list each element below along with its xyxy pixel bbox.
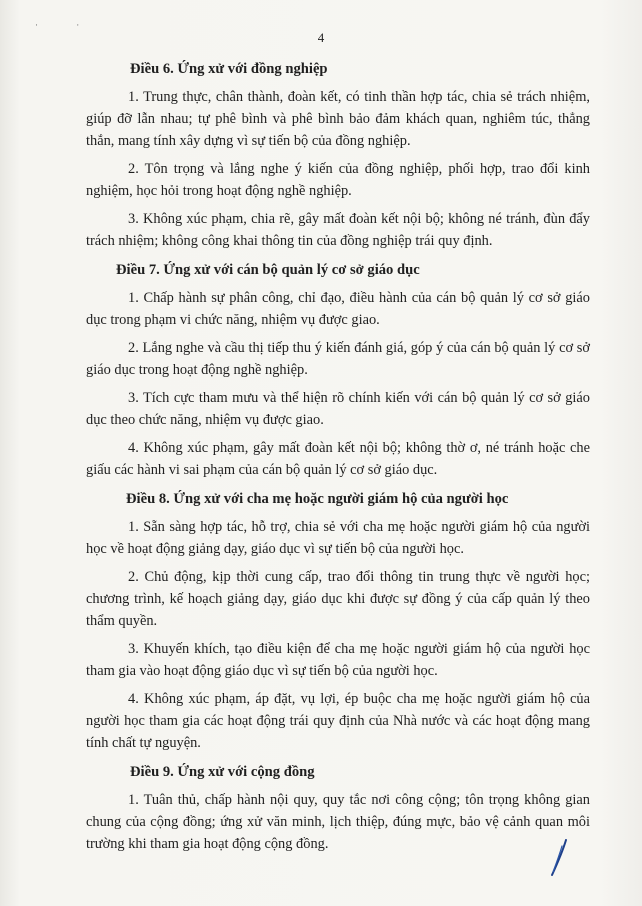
paragraph: 1. Tuân thủ, chấp hành nội quy, quy tắc nơi công cộng; tôn trọng không gian chung của cộng đồng; ứng xử văn minh, lịch thiệp, đúng mực, bảo vệ cảnh quan môi trường khi tham gia hoạt động cộng đồng. bbox=[86, 792, 590, 852]
paragraph: 2. Chủ động, kịp thời cung cấp, trao đổi thông tin trung thực về người học; chương trình, kế hoạch giảng dạy, giáo dục khi được sự đồng ý của cấp quản lý theo thẩm quyền. bbox=[86, 569, 590, 629]
paragraph: 3. Khuyến khích, tạo điều kiện để cha mẹ hoặc người giám hộ của người học tham gia vào hoạt động giáo dục vì sự tiến bộ của người học. bbox=[86, 641, 590, 679]
paragraph: 2. Tôn trọng và lắng nghe ý kiến của đồng nghiệp, phối hợp, trao đổi kinh nghiệm, học hỏi trong hoạt động nghề nghiệp. bbox=[86, 161, 590, 199]
paragraph: 2. Lắng nghe và cầu thị tiếp thu ý kiến đánh giá, góp ý của cán bộ quản lý cơ sở giáo dục trong hoạt động nghề nghiệp. bbox=[86, 340, 590, 378]
paragraph: 4. Không xúc phạm, áp đặt, vụ lợi, ép buộc cha mẹ hoặc người giám hộ của người học tham gia các hoạt động trái quy định của Nhà nước và các hoạt động mang tính chất tự nguyện. bbox=[86, 691, 590, 751]
section-title-dieu-7: Điều 7. Ứng xử với cán bộ quản lý cơ sở giáo dục bbox=[116, 262, 420, 278]
paragraph: 4. Không xúc phạm, gây mất đoàn kết nội bộ; không thờ ơ, né tránh hoặc che giấu các hành vi sai phạm của cán bộ quản lý cơ sở giáo dục. bbox=[86, 440, 590, 478]
paragraph: 1. Chấp hành sự phân công, chỉ đạo, điều hành của cán bộ quản lý cơ sở giáo dục trong phạm vi chức năng, nhiệm vụ được giao. bbox=[86, 290, 590, 328]
paragraph: 3. Tích cực tham mưu và thể hiện rõ chính kiến với cán bộ quản lý cơ sở giáo dục theo chức năng, nhiệm vụ được giao. bbox=[86, 390, 590, 428]
paragraph: 1. Trung thực, chân thành, đoàn kết, có tinh thần hợp tác, chia sẻ trách nhiệm, giúp đỡ lẫn nhau; tự phê bình và phê bình bảo đảm khách quan, nghiêm túc, thẳng thắn, mang tính xây dựng vì sự tiến bộ của đồng nghiệp. bbox=[86, 89, 590, 149]
paragraph: 1. Sẵn sàng hợp tác, hỗ trợ, chia sẻ với cha mẹ hoặc người giám hộ của người học về hoạt động giảng dạy, giáo dục vì sự tiến bộ của người học. bbox=[86, 519, 590, 557]
section-title-dieu-6: Điều 6. Ứng xử với đồng nghiệp bbox=[130, 61, 328, 77]
section-title-dieu-9: Điều 9. Ứng xử với cộng đồng bbox=[130, 764, 315, 780]
initial-mark-icon bbox=[548, 838, 570, 878]
paragraph: 3. Không xúc phạm, chia rẽ, gây mất đoàn kết nội bộ; không né tránh, đùn đẩy trách nhiệm; không công khai thông tin của đồng nghiệp trái quy định. bbox=[86, 211, 590, 249]
document-body bbox=[86, 58, 590, 855]
scan-specks: · · bbox=[35, 20, 98, 30]
page-number: 4 bbox=[317, 30, 325, 45]
section-title-dieu-8: Điều 8. Ứng xử với cha mẹ hoặc người giám hộ của người học bbox=[126, 491, 509, 507]
